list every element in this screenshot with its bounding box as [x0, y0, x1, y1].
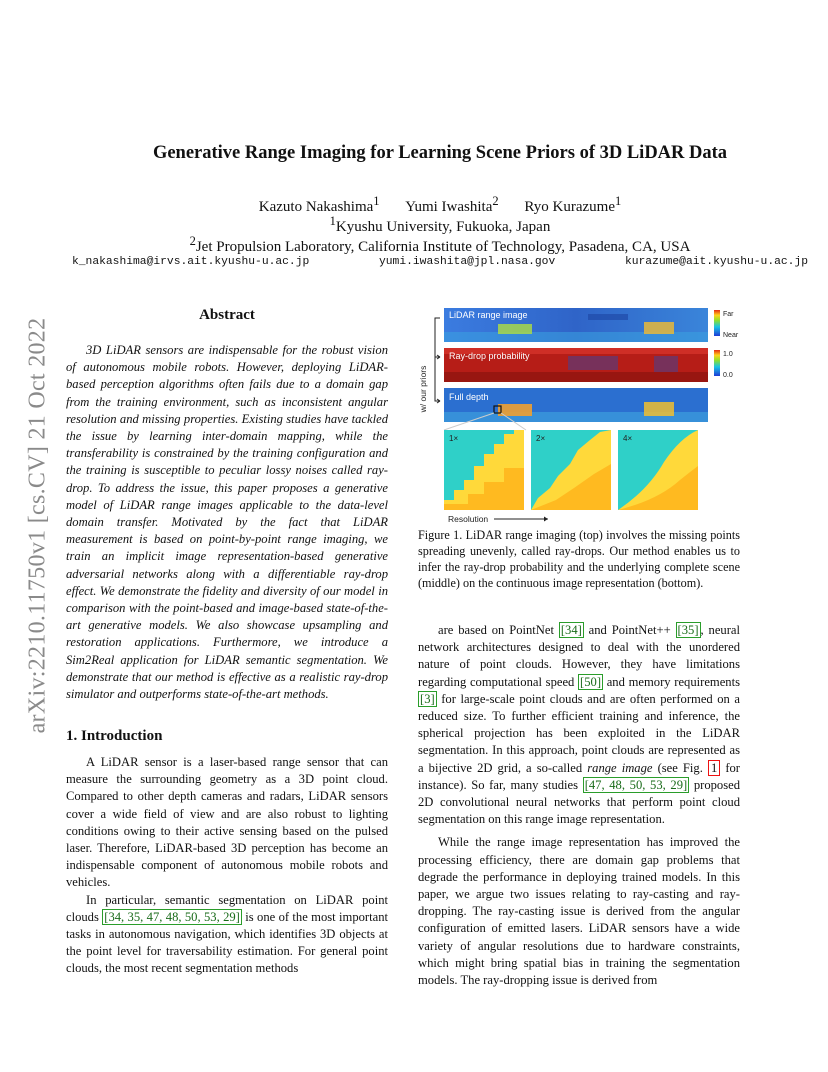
author-list: [70, 194, 810, 216]
right-column-body: [418, 622, 740, 989]
colorbar-probability: [714, 350, 720, 376]
email[interactable]: kurazume@ait.kyushu-u.ac.jp: [624, 256, 808, 268]
figure-1: [418, 304, 740, 524]
paragraph: are based on PointNet [34] and PointNet++ [35] , neural network architectures designed to deal with the unordered nature of point clouds. However, they have limitations regarding computational speed [50] and memory requirements [3] for large-scale point clouds and are often performed on a reduced size. To further efficient training and inference, the spherical projection has been exploited in the LiDAR segmentation. In this approach, point clouds are represented as a bijective 2D grid, a so-called range image (see Fig. 1 for instance). So far, many studies [47, 48, 50, 53, 29] proposed 2D convolutional neural networks that perform point cloud segmentation on this range image representation.: [418, 623, 741, 827]
paragraph: While the range image representation has improved the processing efficiency, there are domain gap problems that degrade the performance in deploying trained models. In this paper, we argue two issues relating to ray-casting and ray-dropping. The ray-casting issue is derived from the angular configuration of emitted lasers. LiDAR sensors have a wide variety of angular resolutions due to hardware constraints, which might bring spatial bias in training the segmentation models. The ray-dropping issue is derived from: [418, 835, 740, 988]
author: Kazuto Nakashima$^1$: [258, 194, 380, 215]
introduction-body: [66, 754, 388, 978]
zoom-panel-2x: [531, 430, 611, 510]
section-heading-introduction: 1. Introduction: [66, 728, 163, 744]
author: Yumi Iwashita$^2$: [405, 194, 499, 215]
colorbar-max-label: 1.0: [723, 351, 733, 358]
citation-link[interactable]: [47, 48, 50, 53, 29]: [584, 777, 688, 792]
paragraph: A LiDAR sensor is a laser-based range sensor that can measure the surrounding geometry as a 3D point cloud. Compared to other depth cameras and radars, LiDAR sensors cover a wide field of view and are also robust to lighting conditions owing to their active sensing based on the pulsed laser. Therefore, LiDAR-based 3D perception has become an indispensable component of autonomous mobile robots and vehicles.: [66, 755, 388, 890]
affiliation: $^2$Jet Propulsion Laboratory, California Institute of Technology, Pasadena, CA, USA: [189, 234, 691, 255]
colorbar-near-label: Near: [723, 332, 739, 339]
email[interactable]: yumi.iwashita@jpl.nasa.gov: [378, 256, 556, 268]
zoom-label: 2×: [536, 434, 546, 443]
panel-label-depth: Full depth: [449, 392, 489, 402]
zoom-panel-4x: [618, 430, 698, 510]
paragraph: In particular, semantic segmentation on LiDAR point clouds [34, 35, 47, 48, 50, 53, 29] is one of the most important tasks in autonomous navigation, which identifies 3D objects at the point level for traversability estimation. For general point clouds, the most recent segmentation methods: [66, 892, 389, 976]
panel-label-raydrop: Ray-drop probability: [449, 351, 530, 361]
citation-link[interactable]: [35]: [677, 623, 699, 637]
arxiv-id: arXiv:2210.11750v1 [cs.CV] 21 Oct 2022: [24, 317, 51, 733]
abstract-body: 3D LiDAR sensors are indispensable for the robust vision of autonomous mobile robots. However, deploying LiDAR-based perception algorithms often fails due to a domain gap from the training environment, such as inconsistent angular resolution and missing properties. Existing studies have tackled the issue by learning inter-domain mapping, while the transferability is constrained by the training configuration and the training is susceptible to peculiar lossy noises called ray-drop. To address the issue, this paper proposes a generative model of LiDAR range images applicable to the data-level domain transfer. Motivated by the fact that LiDAR measurement is based on point-by-point range imaging, we train an implicit image representation-based generative adversarial networks along with a differentiable ray-drop effect. We demonstrate the fidelity and diversity of our model in comparison with the point-based and image-based state-of-the-art generative models. We also showcase upsampling and restoration applications. Furthermore, we introduce a Sim2Real application for LiDAR semantic segmentation. We demonstrate that our method is effective as a realistic ray-drop simulator and outperforms state-of-the-art methods.: [66, 343, 388, 702]
affiliation: $^1$Kyushu University, Fukuoka, Japan: [329, 214, 551, 235]
citation-link[interactable]: [50]: [580, 674, 602, 689]
colorbar-range: [714, 310, 720, 336]
email-list: [60, 256, 820, 268]
paper-title: Generative Range Imaging for Learning Scene Priors of 3D LiDAR Data: [152, 143, 728, 163]
colorbar-far-label: Far: [723, 311, 734, 318]
citation-link[interactable]: [34, 35, 47, 48, 50, 53, 29]: [104, 909, 240, 924]
panel-label-range: LiDAR range image: [449, 310, 528, 320]
figure-ref-link[interactable]: 1: [708, 760, 720, 776]
citation-link[interactable]: [34]: [560, 623, 582, 637]
author: Ryo Kurazume$^1$: [524, 194, 622, 215]
figure-caption: Figure 1. LiDAR range imaging (top) involves the missing points spreading unevenly, called ray-drops. Our method enables us to infer the ray-drop probability and the underlying complete scene (middle) on the continuous image representation (bottom).: [418, 528, 740, 590]
zoom-label: 1×: [449, 434, 459, 443]
zoom-label: 4×: [623, 434, 633, 443]
abstract-heading: Abstract: [199, 307, 255, 323]
colorbar-min-label: 0.0: [723, 372, 733, 379]
zoom-panel-1x: [444, 430, 524, 510]
arxiv-watermark: [18, 290, 58, 760]
citation-link[interactable]: [3]: [420, 691, 435, 706]
side-label: w/ our priors: [418, 365, 428, 413]
email[interactable]: k_nakashima@irvs.ait.kyushu-u.ac.jp: [72, 256, 310, 268]
resolution-label: Resolution: [448, 514, 489, 524]
